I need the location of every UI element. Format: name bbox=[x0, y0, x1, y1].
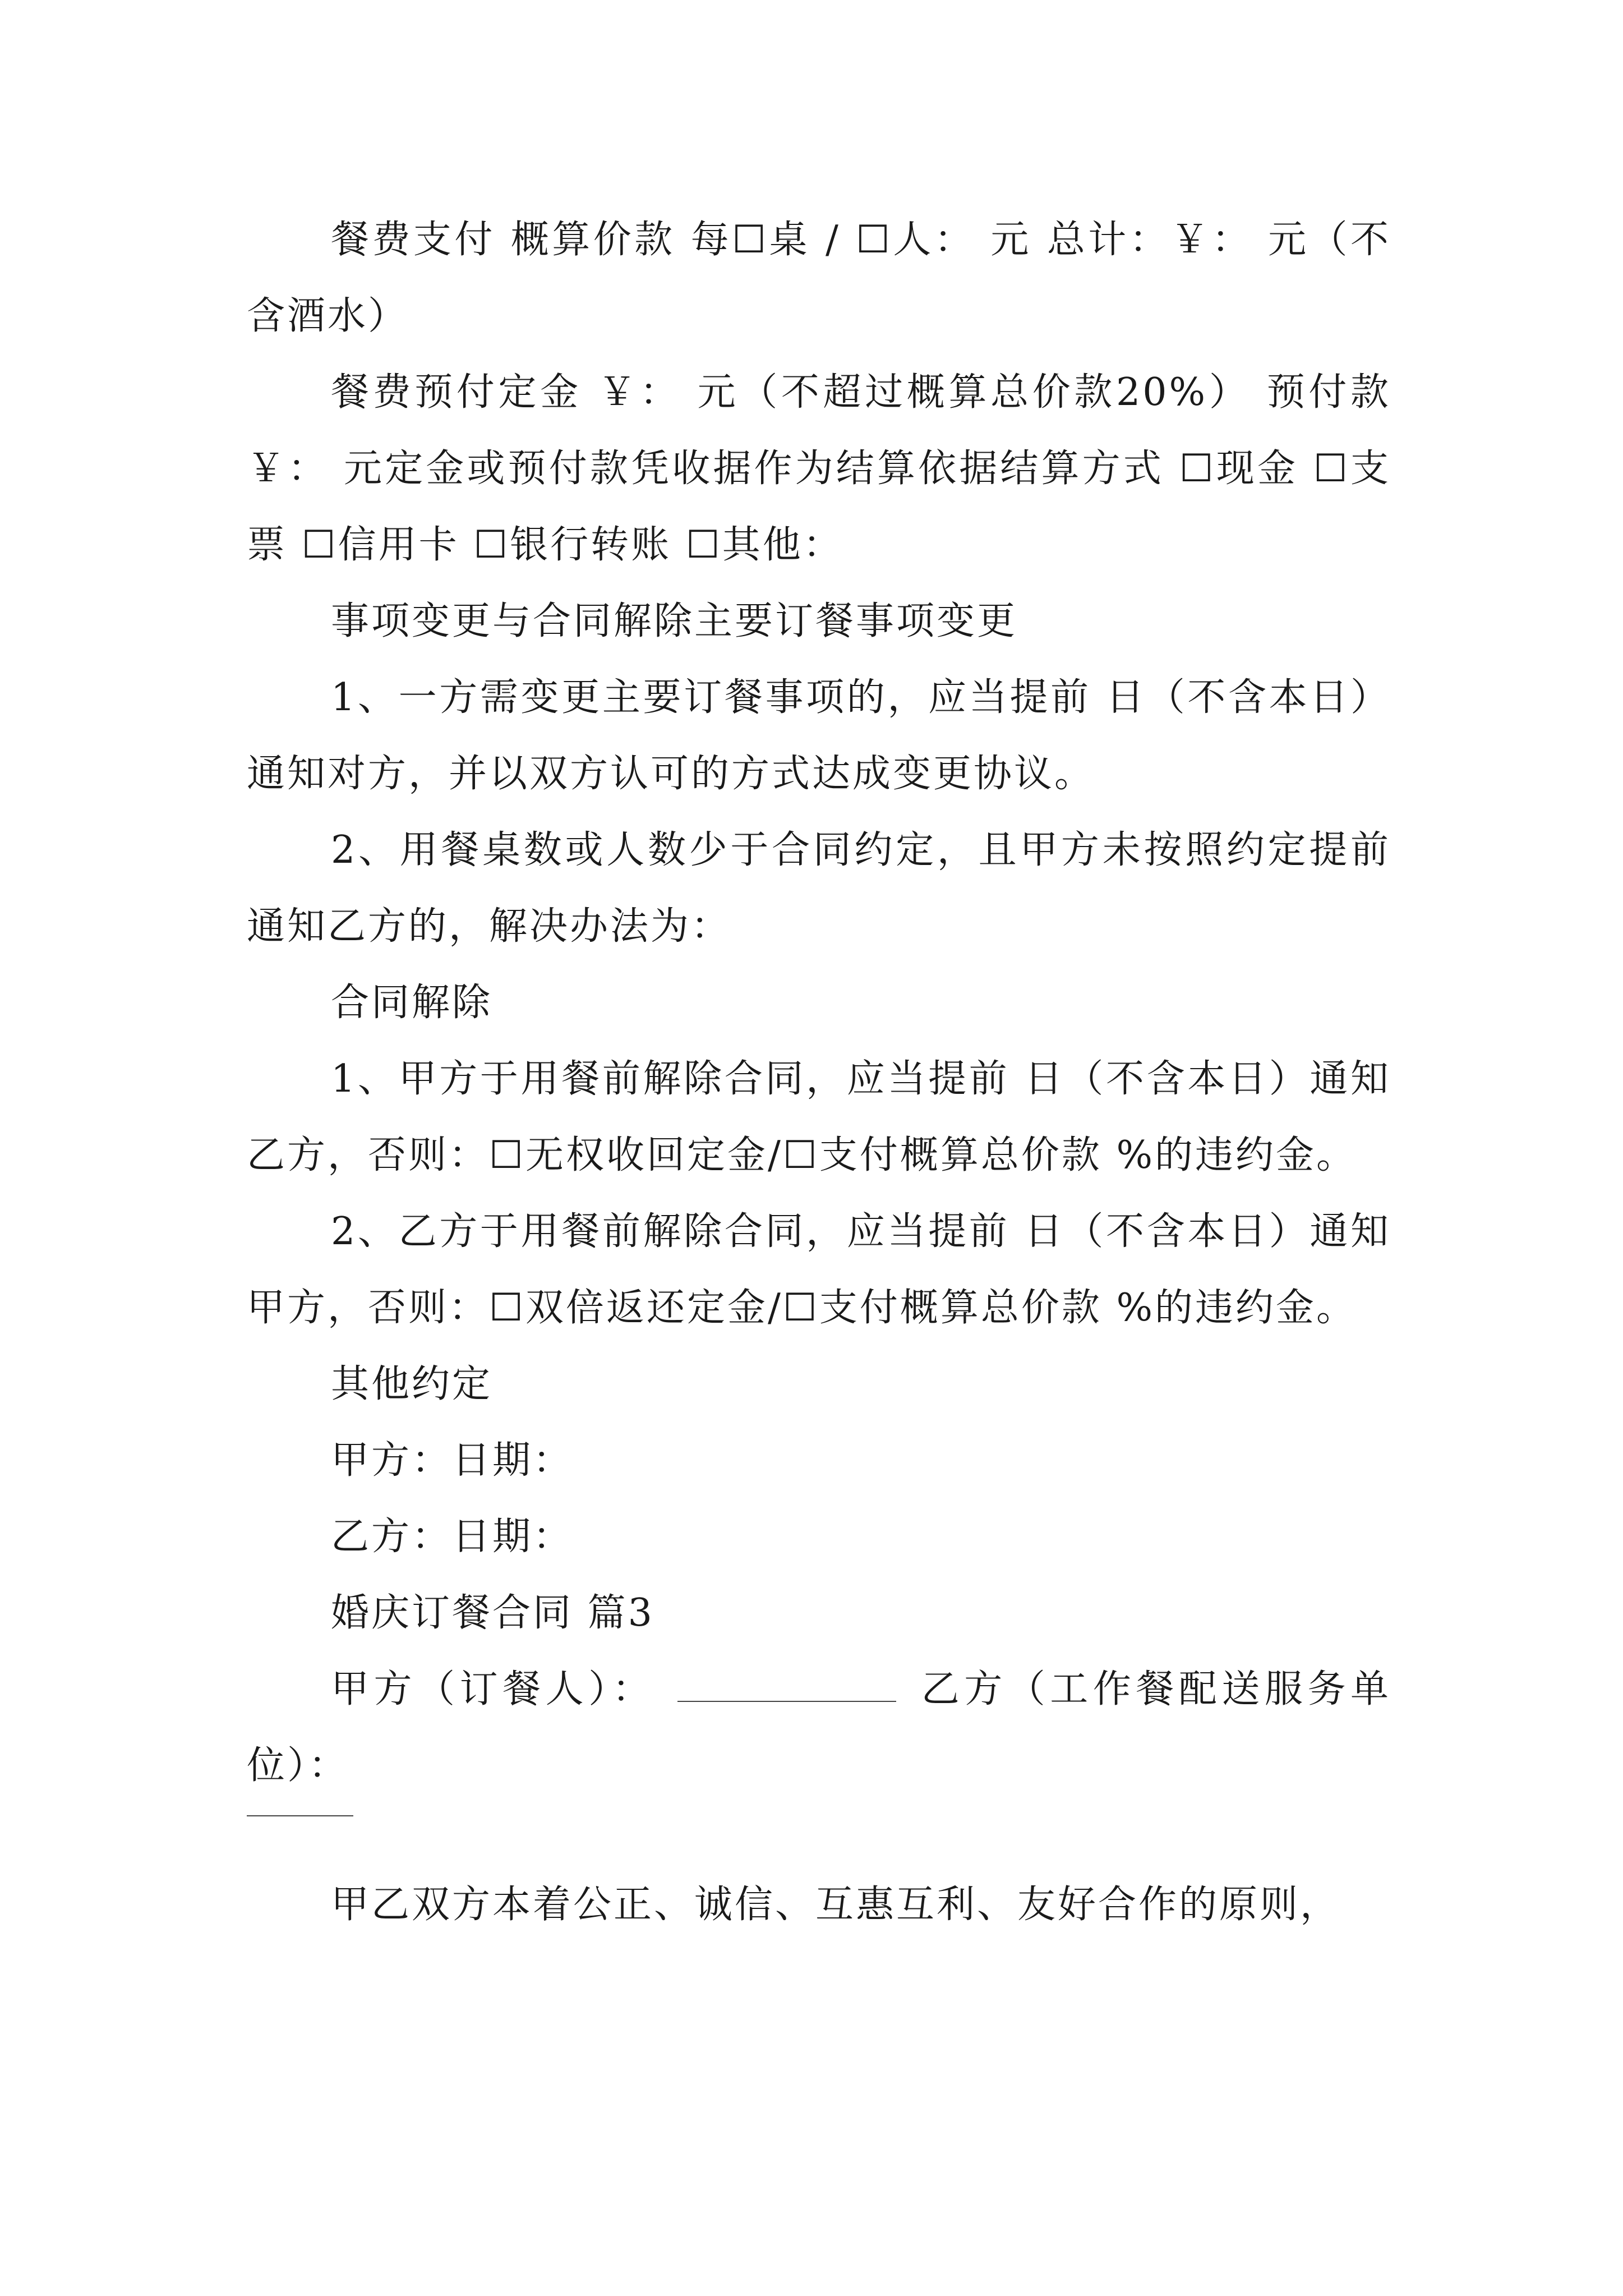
signature-party-b: 乙方：日期： bbox=[331, 1515, 574, 1559]
paragraph-heading-changes: 事项变更与合同解除主要订餐事项变更 bbox=[331, 599, 1018, 643]
section-title: 婚庆订餐合同 篇3 bbox=[331, 1591, 654, 1635]
paragraph-principles: 甲乙双方本着公正、诚信、互惠互利、友好合作的原则， bbox=[331, 1883, 1341, 1927]
paragraph-heading-termination: 合同解除 bbox=[331, 981, 493, 1025]
paragraph-deposit: 餐费预付定金 ￥： 元（不超过概算总价款20%） 预付款￥： 元定金或预付款凭收据作为结算依据结算方式 ☐现金 ☐支票 ☐信用卡 ☐银行转账 ☐其他： bbox=[247, 370, 1391, 567]
party-a-blank bbox=[677, 1667, 896, 1702]
signature-party-a: 甲方：日期： bbox=[331, 1438, 574, 1483]
document-page bbox=[247, 202, 1391, 1943]
paragraph-termination-2: 2、乙方于用餐前解除合同，应当提前 日（不含本日）通知甲方，否则：☐双倍返还定金/☐支付概算总价款 %的违约金。 bbox=[247, 1209, 1391, 1330]
paragraph-heading-other: 其他约定 bbox=[331, 1362, 493, 1406]
party-line bbox=[247, 1651, 1391, 1804]
paragraph-termination-1: 1、甲方于用餐前解除合同，应当提前 日（不含本日）通知乙方，否则：☐无权收回定金/☐支付概算总价款 %的违约金。 bbox=[247, 1057, 1391, 1177]
paragraph-change-1: 1、一方需变更主要订餐事项的，应当提前 日（不含本日）通知对方，并以双方认可的方式达成变更协议。 bbox=[247, 675, 1391, 796]
party-b-blank bbox=[247, 1815, 353, 1816]
paragraph-change-2: 2、用餐桌数或人数少于合同约定，且甲方未按照约定提前通知乙方的，解决办法为： bbox=[247, 828, 1391, 949]
paragraph-payment: 餐费支付 概算价款 每☐桌 / ☐人： 元 总计：￥： 元（不含酒水） bbox=[247, 218, 1391, 338]
party-b-label: 乙方（工作餐配送服务单位）： bbox=[247, 1667, 1391, 1788]
party-a-label: 甲方（订餐人）： bbox=[331, 1667, 656, 1711]
